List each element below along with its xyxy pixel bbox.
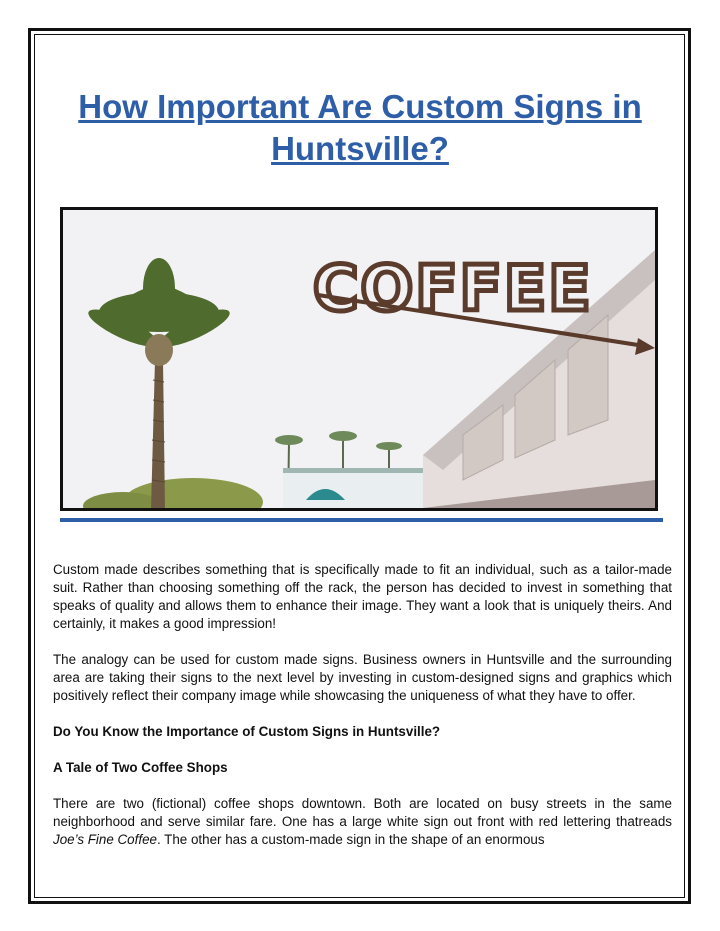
page-title: How Important Are Custom Signs in Huntsville? [78, 88, 642, 167]
coffee-sign-illustration [63, 210, 655, 508]
paragraph-3 [53, 795, 672, 849]
paragraph-1: Custom made describes something that is specifically made to fit an individual, such as a tailor-made suit. Rather than choosing something off the rack, the person has decided to invest in something that speaks of quality and allows them to enhance their image. They want a look that is uniquely theirs. And certainly, it makes a good impression! [53, 562, 672, 631]
article-body [53, 561, 672, 867]
heading-coffee-shops: A Tale of Two Coffee Shops [53, 760, 228, 775]
paragraph-3-start: There are two (fictional) coffee shops downtown. Both are located on busy streets in the same neighborhood and serve similar fare. One has a large white sign out front with red lettering thatreads [53, 796, 672, 829]
coffee-sign-text: COFFEE [313, 252, 593, 325]
paragraph-2: The analogy can be used for custom made signs. Business owners in Huntsville and the surrounding area are taking their signs to the next level by investing in custom-designed signs and graphics which positively reflect their company image while showcasing the uniqueness of what they have to offer. [53, 652, 672, 703]
shop-name: Joe’s Fine Coffee [53, 832, 157, 847]
paragraph-3-end: . The other has a custom-made sign in the shape of an enormous [156, 832, 545, 847]
heading-importance: Do You Know the Importance of Custom Signs in Huntsville? [53, 724, 441, 739]
section-divider [60, 518, 663, 522]
coffee-sign-photo [60, 207, 658, 511]
